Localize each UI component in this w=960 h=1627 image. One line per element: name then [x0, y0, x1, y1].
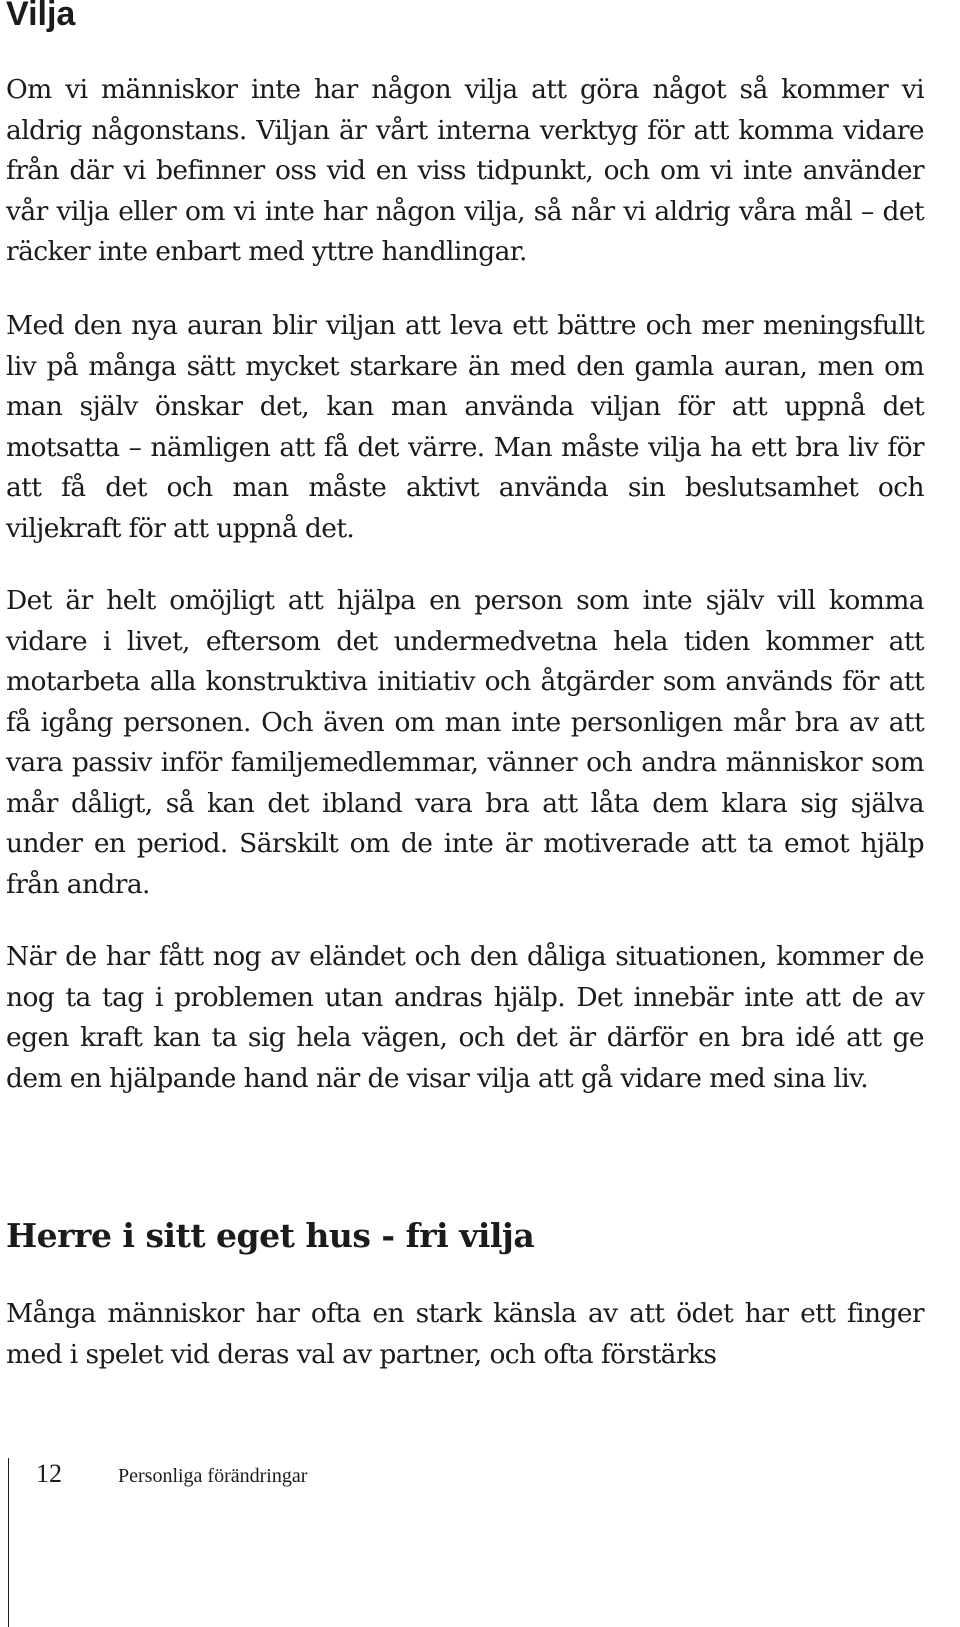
paragraph-4: När de har fått nog av eländet och den dåliga situationen, kommer de nog ta tag i problemen utan andras hjälp. Det innebär inte att de av egen kraft kan ta sig hela vägen, och det är därför en bra idé att ge dem en hjälpande hand när de visar vilja att gå vidare med sina liv. — [6, 941, 924, 1094]
paragraph-1: Om vi människor inte har någon vilja att göra något så kommer vi aldrig någonstans. Viljan är vårt interna verktyg för att komma vidare från där vi befinner oss vid en viss tidpunkt, och om vi inte använder vår vilja eller om vi inte har någon vilja, så når vi aldrig våra mål – det räcker inte enbart med yttre handlingar. — [6, 74, 924, 267]
running-title: Personliga förändringar — [118, 1465, 308, 1487]
page-heading: Vilja — [6, 0, 76, 33]
section-paragraph: Många människor har ofta en stark känsla av att ödet har ett finger med i spelet vid deras val av partner, och ofta förstärks — [6, 1298, 924, 1370]
page-number: 12 — [36, 1459, 62, 1488]
paragraph-2: Med den nya auran blir viljan att leva ett bättre och mer meningsfullt liv på många sätt mycket starkare än med den gamla auran, men om man själv önskar det, kan man använda viljan för att uppnå det motsatta – nämligen att få det värre. Man måste vilja ha ett bra liv för att få det och man måste aktivt använda sin beslutsamhet och viljekraft för att uppnå det. — [6, 310, 924, 544]
section-heading: Herre i sitt eget hus - fri vilja — [6, 1216, 535, 1255]
footer-divider — [8, 1458, 9, 1627]
paragraph-3: Det är helt omöjligt att hjälpa en person som inte själv vill komma vidare i livet, eftersom det undermedvetna hela tiden kommer att motarbeta alla konstruktiva initiativ och åtgärder som används för att få igång personen. Och även om man inte personligen mår bra av att vara passiv inför familjemedlemmar, vänner och andra människor som mår dåligt, så kan det ibland vara bra att låta dem klara sig själva under en period. Särskilt om de inte är motiverade att ta emot hjälp från andra. — [6, 585, 924, 900]
